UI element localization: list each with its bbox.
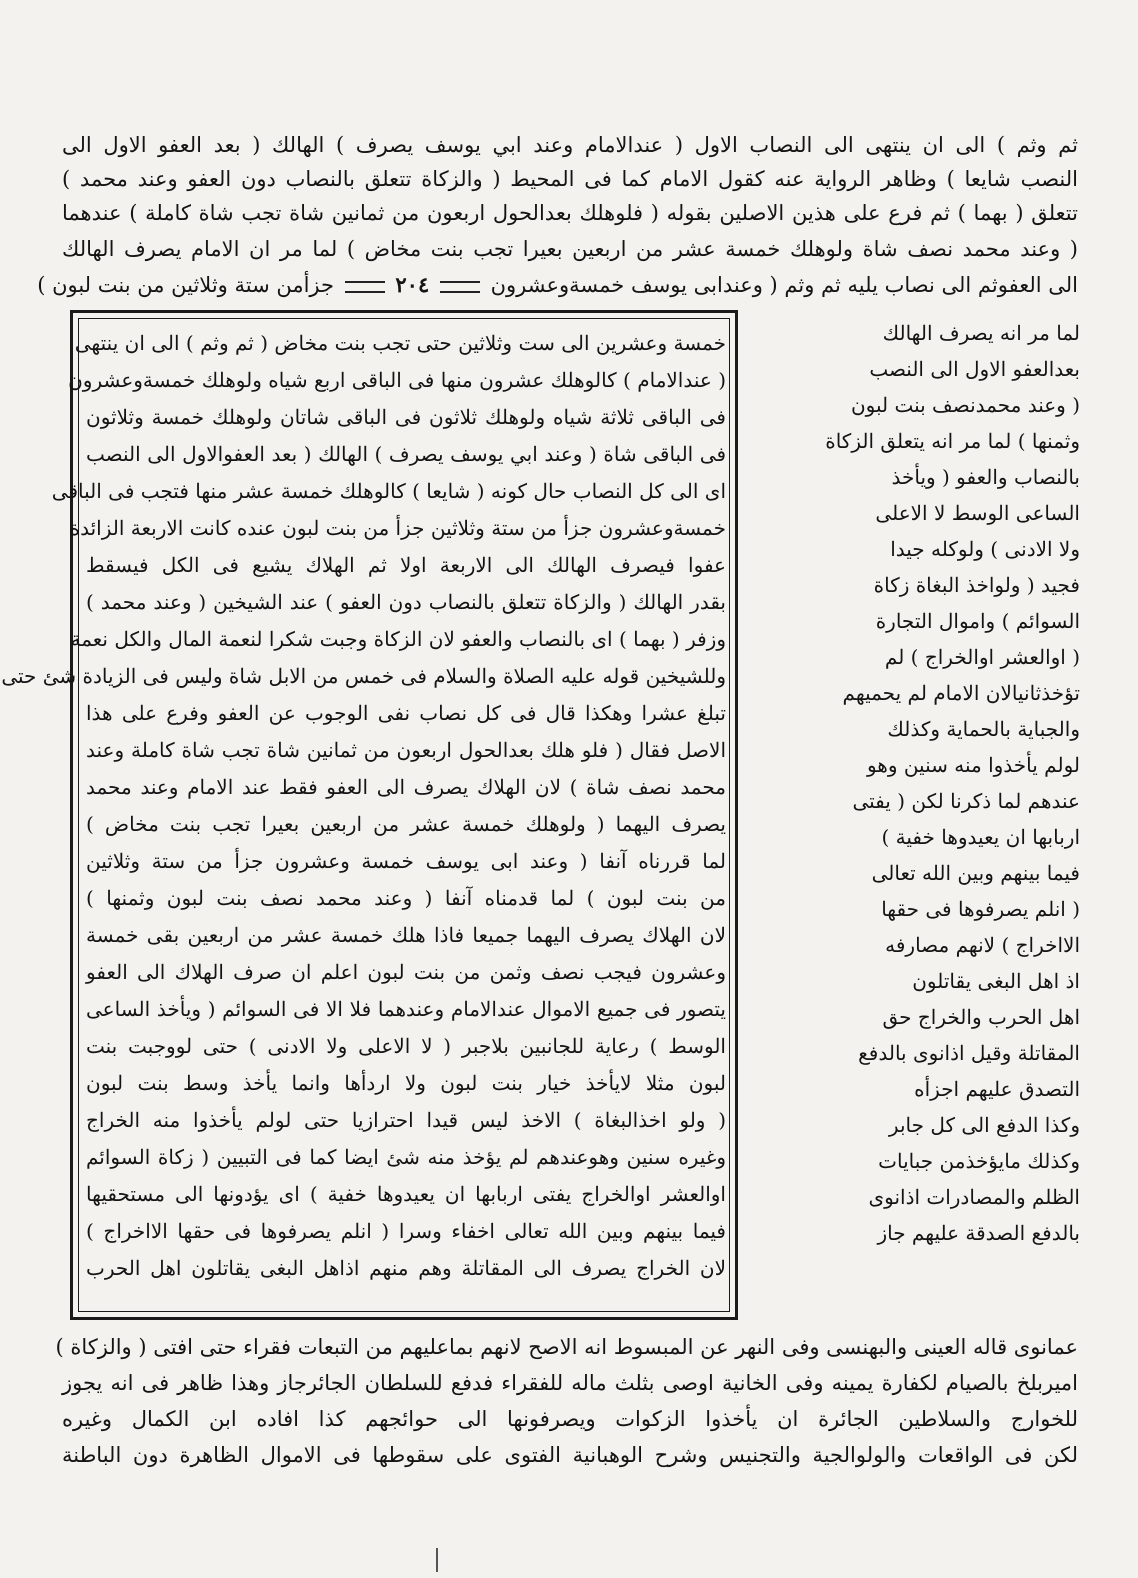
side-line: ( انلم يصرفوها فى حقها bbox=[881, 897, 1080, 921]
side-line: لولم يأخذوا منه سنين وهو bbox=[866, 753, 1080, 777]
side-line: بعدالعفو الاول الى النصب bbox=[869, 357, 1080, 381]
side-line: تؤخذثانيالان الامام لم يحميهم bbox=[842, 681, 1080, 705]
box-line: ( ولو اخذالبغاة ) الاخذ ليس قيدا احترازيا حتى لولم يأخذوا منه الخراج bbox=[86, 1108, 726, 1132]
box-line: وزفر ( بهما ) اى بالنصاب والعفو لان الزكاة وجبت شكرا لنعمة المال والكل نعمة bbox=[70, 627, 726, 651]
box-line: من بنت لبون ) لما قدمناه آنفا ( وعند محمد نصف بنت لبون وثمنها ) bbox=[86, 886, 726, 910]
side-line: الااخراج ) لانهم مصارفه bbox=[885, 933, 1080, 957]
bottom-line: لكن فى الواقعات والولوالجية والتجنيس وشرح الوهبانية الفتوى على سقوطها فى الاموال الظاهرة دون الباطنة bbox=[62, 1443, 1078, 1467]
bottom-line: عمانوى قاله العينى والبهنسى وفى النهر عن المبسوط انه الاصح لانهم بماعليهم من التبعات فقراء حتى افتى ( والزكاة ) bbox=[55, 1335, 1078, 1359]
top-line-with-page-number bbox=[37, 268, 1078, 302]
top-line-head: الى العفوثم الى نصاب يليه ثم وثم ( وعندابى يوسف خمسةوعشرون bbox=[490, 273, 1078, 297]
box-line: فى الباقى شاة ( وعند ابي يوسف يصرف ) الهالك ( بعد العفوالاول الى النصب bbox=[86, 442, 726, 466]
ornament-icon bbox=[440, 281, 480, 293]
box-line: عفوا فيصرف الهالك الى الاربعة اولا ثم الهلاك يشيع فى الكل فيسقط bbox=[86, 553, 726, 577]
top-line: النصب شايعا ) وظاهر الرواية عنه كقول الامام كما فى المحيط ( والزكاة تتعلق بالنصاب دون العفو وعند محمد ) bbox=[62, 167, 1078, 191]
side-line: الساعى الوسط لا الاعلى bbox=[875, 501, 1080, 525]
box-line: بقدر الهالك ( والزكاة تتعلق بالنصاب دون العفو ) عند الشيخين ( وعند محمد ) bbox=[86, 590, 726, 614]
box-line: اى الى كل النصاب حال كونه ( شايعا ) كالوهلك خمسة عشر منها فتجب فى الباقى bbox=[51, 479, 726, 503]
box-line: اوالعشر اوالخراج يفتى اربابها ان يعيدوها خفية ) اى يؤدونها الى مستحقيها bbox=[86, 1182, 726, 1206]
box-line: وعشرون فيجب نصف وثمن من بنت لبون اعلم ان صرف الهلاك الى العفو bbox=[86, 960, 726, 984]
side-line: اهل الحرب والخراج حق bbox=[882, 1005, 1080, 1029]
box-line: وللشيخين قوله عليه الصلاة والسلام فى خمس من الابل شاة وليس فى الزيادة شئ حتى bbox=[1, 664, 726, 688]
side-line: فيما بينهم وبين الله تعالى bbox=[871, 861, 1080, 885]
side-line: ( وعند محمدنصف بنت لبون bbox=[850, 393, 1080, 417]
box-line: يصرف اليهما ( ولوهلك خمسة عشر من اربعين بعيرا تجب بنت مخاض ) bbox=[86, 812, 726, 836]
box-line: الوسط ) رعاية للجانبين بلاجبر ( لا الاعلى ولا الادنى ) حتى لووجبت بنت bbox=[86, 1034, 726, 1058]
side-line: فجيد ( ولواخذ البغاة زكاة bbox=[873, 573, 1080, 597]
ornament-icon bbox=[345, 281, 385, 293]
side-line: ( اوالعشر اوالخراج ) لم bbox=[884, 645, 1080, 669]
box-line: فيما بينهم وبين الله تعالى اخفاء وسرا ( انلم يصرفوها فى حقها الااخراج ) bbox=[86, 1219, 726, 1243]
side-line: اذ اهل البغى يقاتلون bbox=[912, 969, 1080, 993]
top-line: ( وعند محمد نصف شاة ولوهلك خمسة عشر من اربعين بعيرا تجب بنت مخاض ) لما مر ان الامام يصرف الهالك bbox=[62, 237, 1078, 261]
box-line: لما قررناه آنفا ( وعند ابى يوسف خمسة وعشرون جزأ من ستة وثلاثين bbox=[86, 849, 726, 873]
side-line: والجباية بالحماية وكذلك bbox=[887, 717, 1080, 741]
side-line: وكذلك مايؤخذمن جبايات bbox=[878, 1149, 1080, 1173]
bottom-line: للخوارج والسلاطين الجائرة ان يأخذوا الزكوات ويصرفونها الى حوائجهم كذا افاده ابن الكمال وغيره bbox=[62, 1407, 1078, 1431]
print-mark bbox=[436, 1548, 438, 1572]
box-line: ( عندالامام ) كالوهلك عشرون منها فى الباقى اربع شياه ولوهلك خمسةوعشرون bbox=[68, 368, 726, 392]
top-line-tail: جزأمن ستة وثلاثين من بنت لبون ) bbox=[37, 273, 335, 297]
box-line: يتصور فى جميع الاموال عندالامام وعندهما فلا الا فى السوائم ( ويأخذ الساعى bbox=[86, 997, 726, 1021]
side-line: وثمنها ) لما مر انه يتعلق الزكاة bbox=[825, 429, 1080, 453]
side-line: اربابها ان يعيدوها خفية ) bbox=[881, 825, 1080, 849]
box-line: فى الباقى ثلاثة شياه ولوهلك ثلاثون فى الباقى شاتان ولوهلك خمسة وثلاثون bbox=[86, 405, 726, 429]
bottom-line: اميربلخ بالصيام لكفارة يمينه وفى الخانية اوصى بثلث ماله للفقراء فدفع للسلطان الجائرجاز وهذا ظاهر فى انه يجوز bbox=[62, 1371, 1078, 1395]
page-number: ٢٠٤ bbox=[395, 272, 430, 297]
box-line: محمد نصف شاة ) لان الهلاك يصرف الى العفو فقط عند الامام وعند محمد bbox=[86, 775, 726, 799]
box-line: خمسةوعشرون جزأ من ستة وثلاثين جزأ من بنت لبون عنده كانت الاربعة الزائدة bbox=[69, 516, 726, 540]
side-line: لما مر انه يصرف الهالك bbox=[882, 321, 1080, 345]
side-line: بالنصاب والعفو ( ويأخذ bbox=[891, 465, 1080, 489]
box-line: لان الهلاك يصرف اليهما جميعا فاذا هلك خمسة عشر من اربعين بقى خمسة bbox=[86, 923, 726, 947]
box-line: وغيره سنين وهوعندهم لم يؤخذ منه شئ ايضا كما فى التبيين ( زكاة السوائم bbox=[86, 1145, 726, 1169]
box-line: خمسة وعشرين الى ست وثلاثين حتى تجب بنت مخاض ( ثم وثم ) الى ان ينتهى bbox=[74, 331, 726, 355]
side-line: المقاتلة وقيل اذانوى بالدفع bbox=[858, 1041, 1080, 1065]
top-line: تتعلق ( بهما ) ثم فرع على هذين الاصلين بقوله ( فلوهلك بعدالحول اربعون من ثمانين شاة تجب شاة كاملة ) عندهما bbox=[62, 201, 1078, 225]
side-line: التصدق عليهم اجزأه bbox=[914, 1077, 1080, 1101]
side-line: عندهم لما ذكرنا لكن ( يفتى bbox=[852, 789, 1080, 813]
box-line: تبلغ عشرا وهكذا قال فى كل نصاب نفى الوجوب عن العفو وفرع على هذا bbox=[86, 701, 726, 725]
side-line: بالدفع الصدقة عليهم جاز bbox=[877, 1221, 1080, 1245]
box-line: الاصل فقال ( فلو هلك بعدالحول اربعون من ثمانين شاة تجب شاة كاملة وعند bbox=[86, 738, 726, 762]
box-line: لان الخراج يصرف الى المقاتلة وهم منهم اذاهل البغى يقاتلون اهل الحرب bbox=[86, 1256, 726, 1280]
top-line: ثم وثم ) الى ان ينتهى الى النصاب الاول ( عندالامام وعند ابي يوسف يصرف ) الهالك ( بعد العفو الاول الى bbox=[62, 133, 1079, 157]
side-line: وكذا الدفع الى كل جابر bbox=[888, 1113, 1080, 1137]
box-line: لبون مثلا لايأخذ خيار بنت لبون ولا اردأها وانما يأخذ وسط بنت لبون bbox=[86, 1071, 726, 1095]
side-line: السوائم ) واموال التجارة bbox=[875, 609, 1080, 633]
side-line: الظلم والمصادرات اذانوى bbox=[868, 1185, 1080, 1209]
side-line: ولا الادنى ) ولوكله جيدا bbox=[890, 537, 1080, 561]
